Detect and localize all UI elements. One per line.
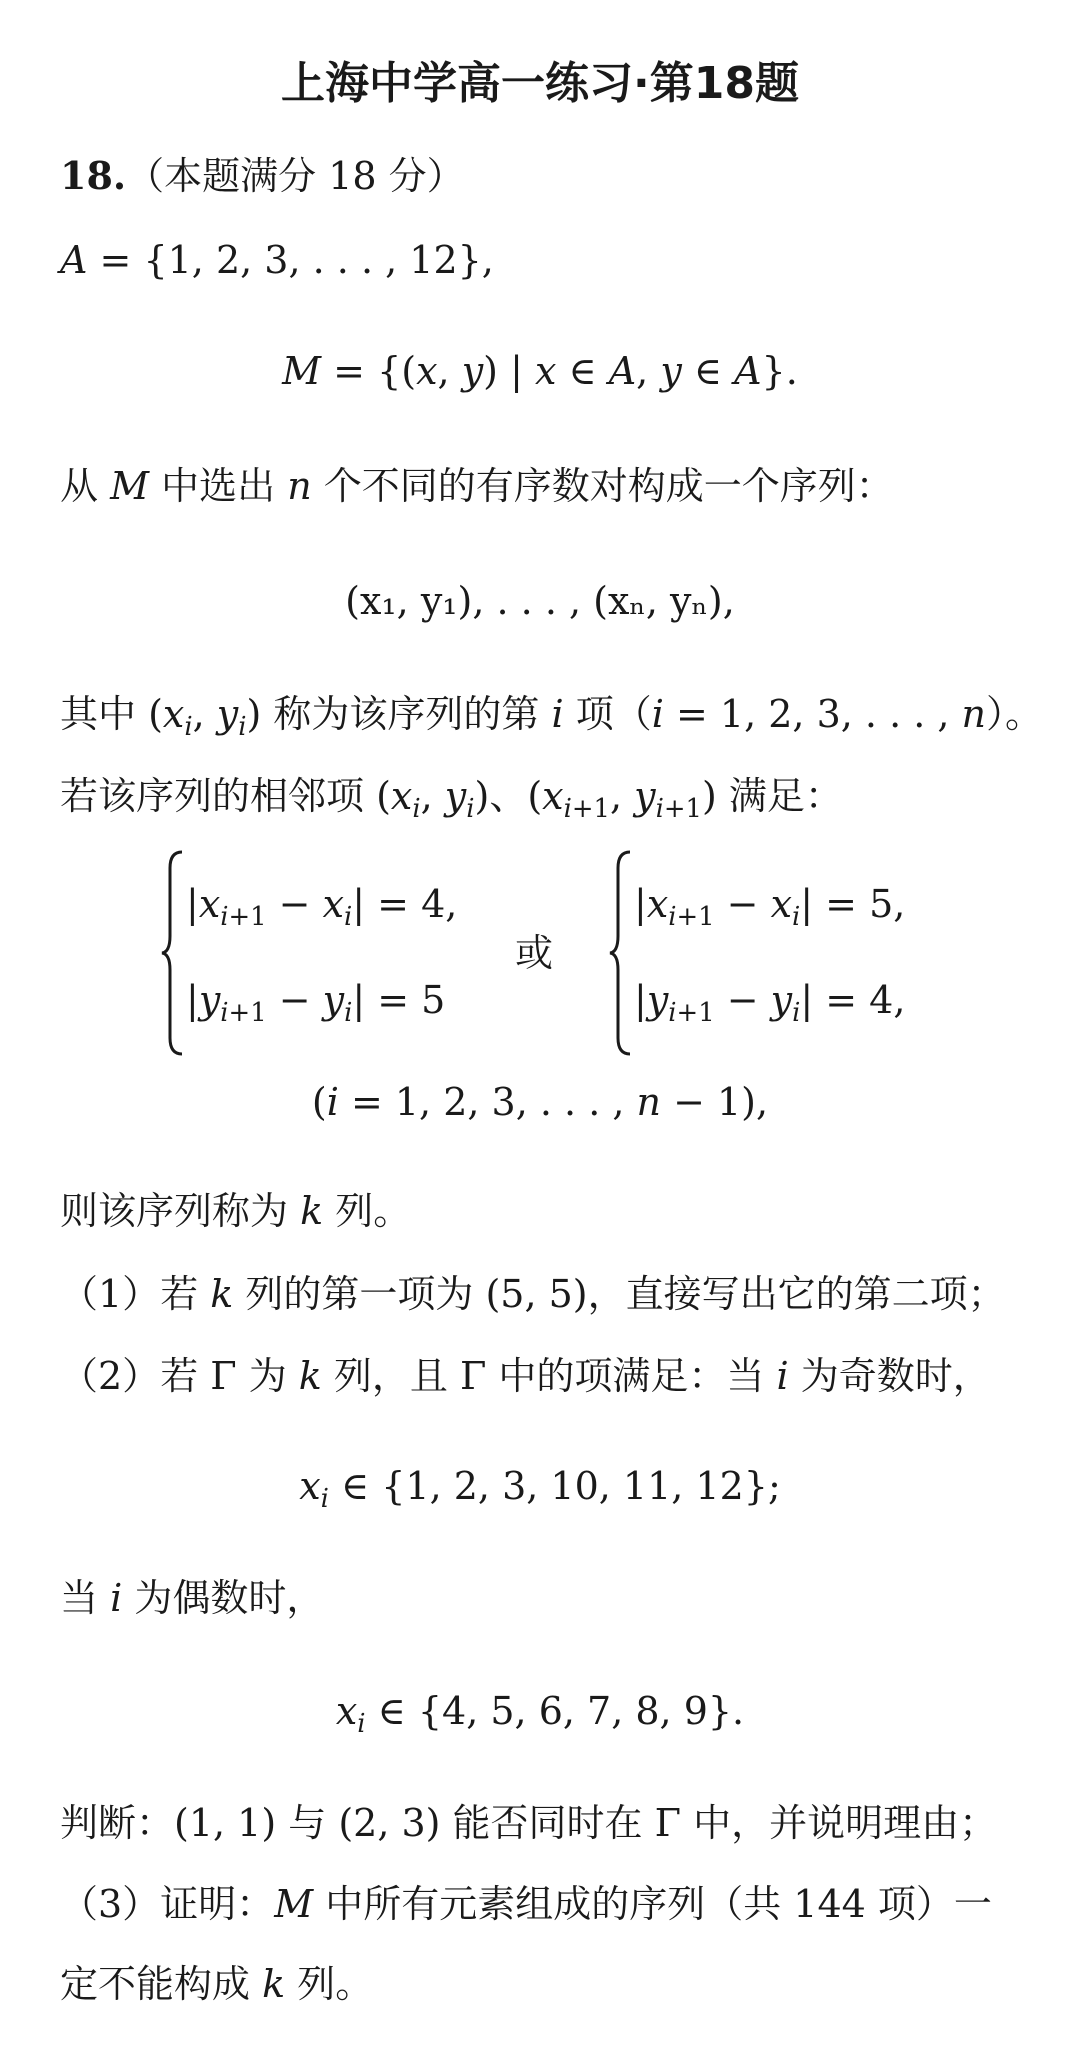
problem-number: 18. (60, 153, 127, 198)
index-range: (i = 1, 2, 3, . . . , n − 1), (311, 1080, 769, 1124)
condition-1-row-2: $|y_{i+1} - y_i| = 5$ (186, 978, 446, 1028)
adjacent-terms-statement: 若该序列的相邻项 ($x_i$, $y_i$)、($x_{i+1}$, $y_{i+1}$) 满足： (60, 774, 843, 824)
set-m-definition: M = {(x, y) | x ∈ A, y ∈ A}. (282, 349, 798, 393)
even-index-set: $x_i$ ∈ {4, 5, 6, 7, 8, 9}. (335, 1689, 745, 1739)
part-3-continued: 定不能构成 k 列。 (60, 1962, 374, 2006)
or-word: 或 (515, 931, 554, 975)
condition-2-row-2: $|y_{i+1} - y_i| = 4$, (634, 978, 906, 1028)
condition-1-row-1: $|x_{i+1} - x_i| = 4$, (186, 882, 458, 932)
part-2: （2）若 Γ 为 k 列，且 Γ 中的项满足：当 i 为奇数时， (60, 1354, 991, 1398)
part-3: （3）证明：M 中所有元素组成的序列（共 144 项）一 (60, 1882, 992, 1926)
k-sequence-definition: 则该序列称为 k 列。 (60, 1189, 412, 1233)
selection-statement: 从 M 中选出 n 个不同的有序数对构成一个序列： (60, 464, 894, 508)
condition-2-row-1: $|x_{i+1} - x_i| = 5$, (634, 882, 906, 932)
part-1: （1）若 k 列的第一项为 (5, 5)，直接写出它的第二项； (60, 1272, 1006, 1316)
score-note: （本题满分 18 分） (126, 154, 465, 198)
left-brace-icon (160, 848, 186, 1058)
condition-system-2 (608, 848, 938, 1058)
condition-system-1 (160, 848, 490, 1058)
odd-index-set: $x_i$ ∈ {1, 2, 3, 10, 11, 12}; (299, 1464, 781, 1514)
left-brace-icon (608, 848, 634, 1058)
judge-statement: 判断：(1, 1) 与 (2, 3) 能否同时在 Γ 中，并说明理由； (60, 1801, 998, 1845)
page-title: 上海中学高一练习·第18题 (281, 58, 799, 109)
set-a-definition: A = {1, 2, 3, . . . , 12}, (60, 238, 494, 282)
even-index-intro: 当 i 为偶数时， (60, 1576, 325, 1620)
term-definition: 其中 ($x_i$, $y_i$) 称为该序列的第 i 项（i = 1, 2, 3, . . . , n）。 (60, 692, 1044, 742)
sequence-expression: (x₁, y₁), . . . , (xₙ, yₙ), (345, 579, 735, 623)
problem-header (60, 150, 1040, 202)
